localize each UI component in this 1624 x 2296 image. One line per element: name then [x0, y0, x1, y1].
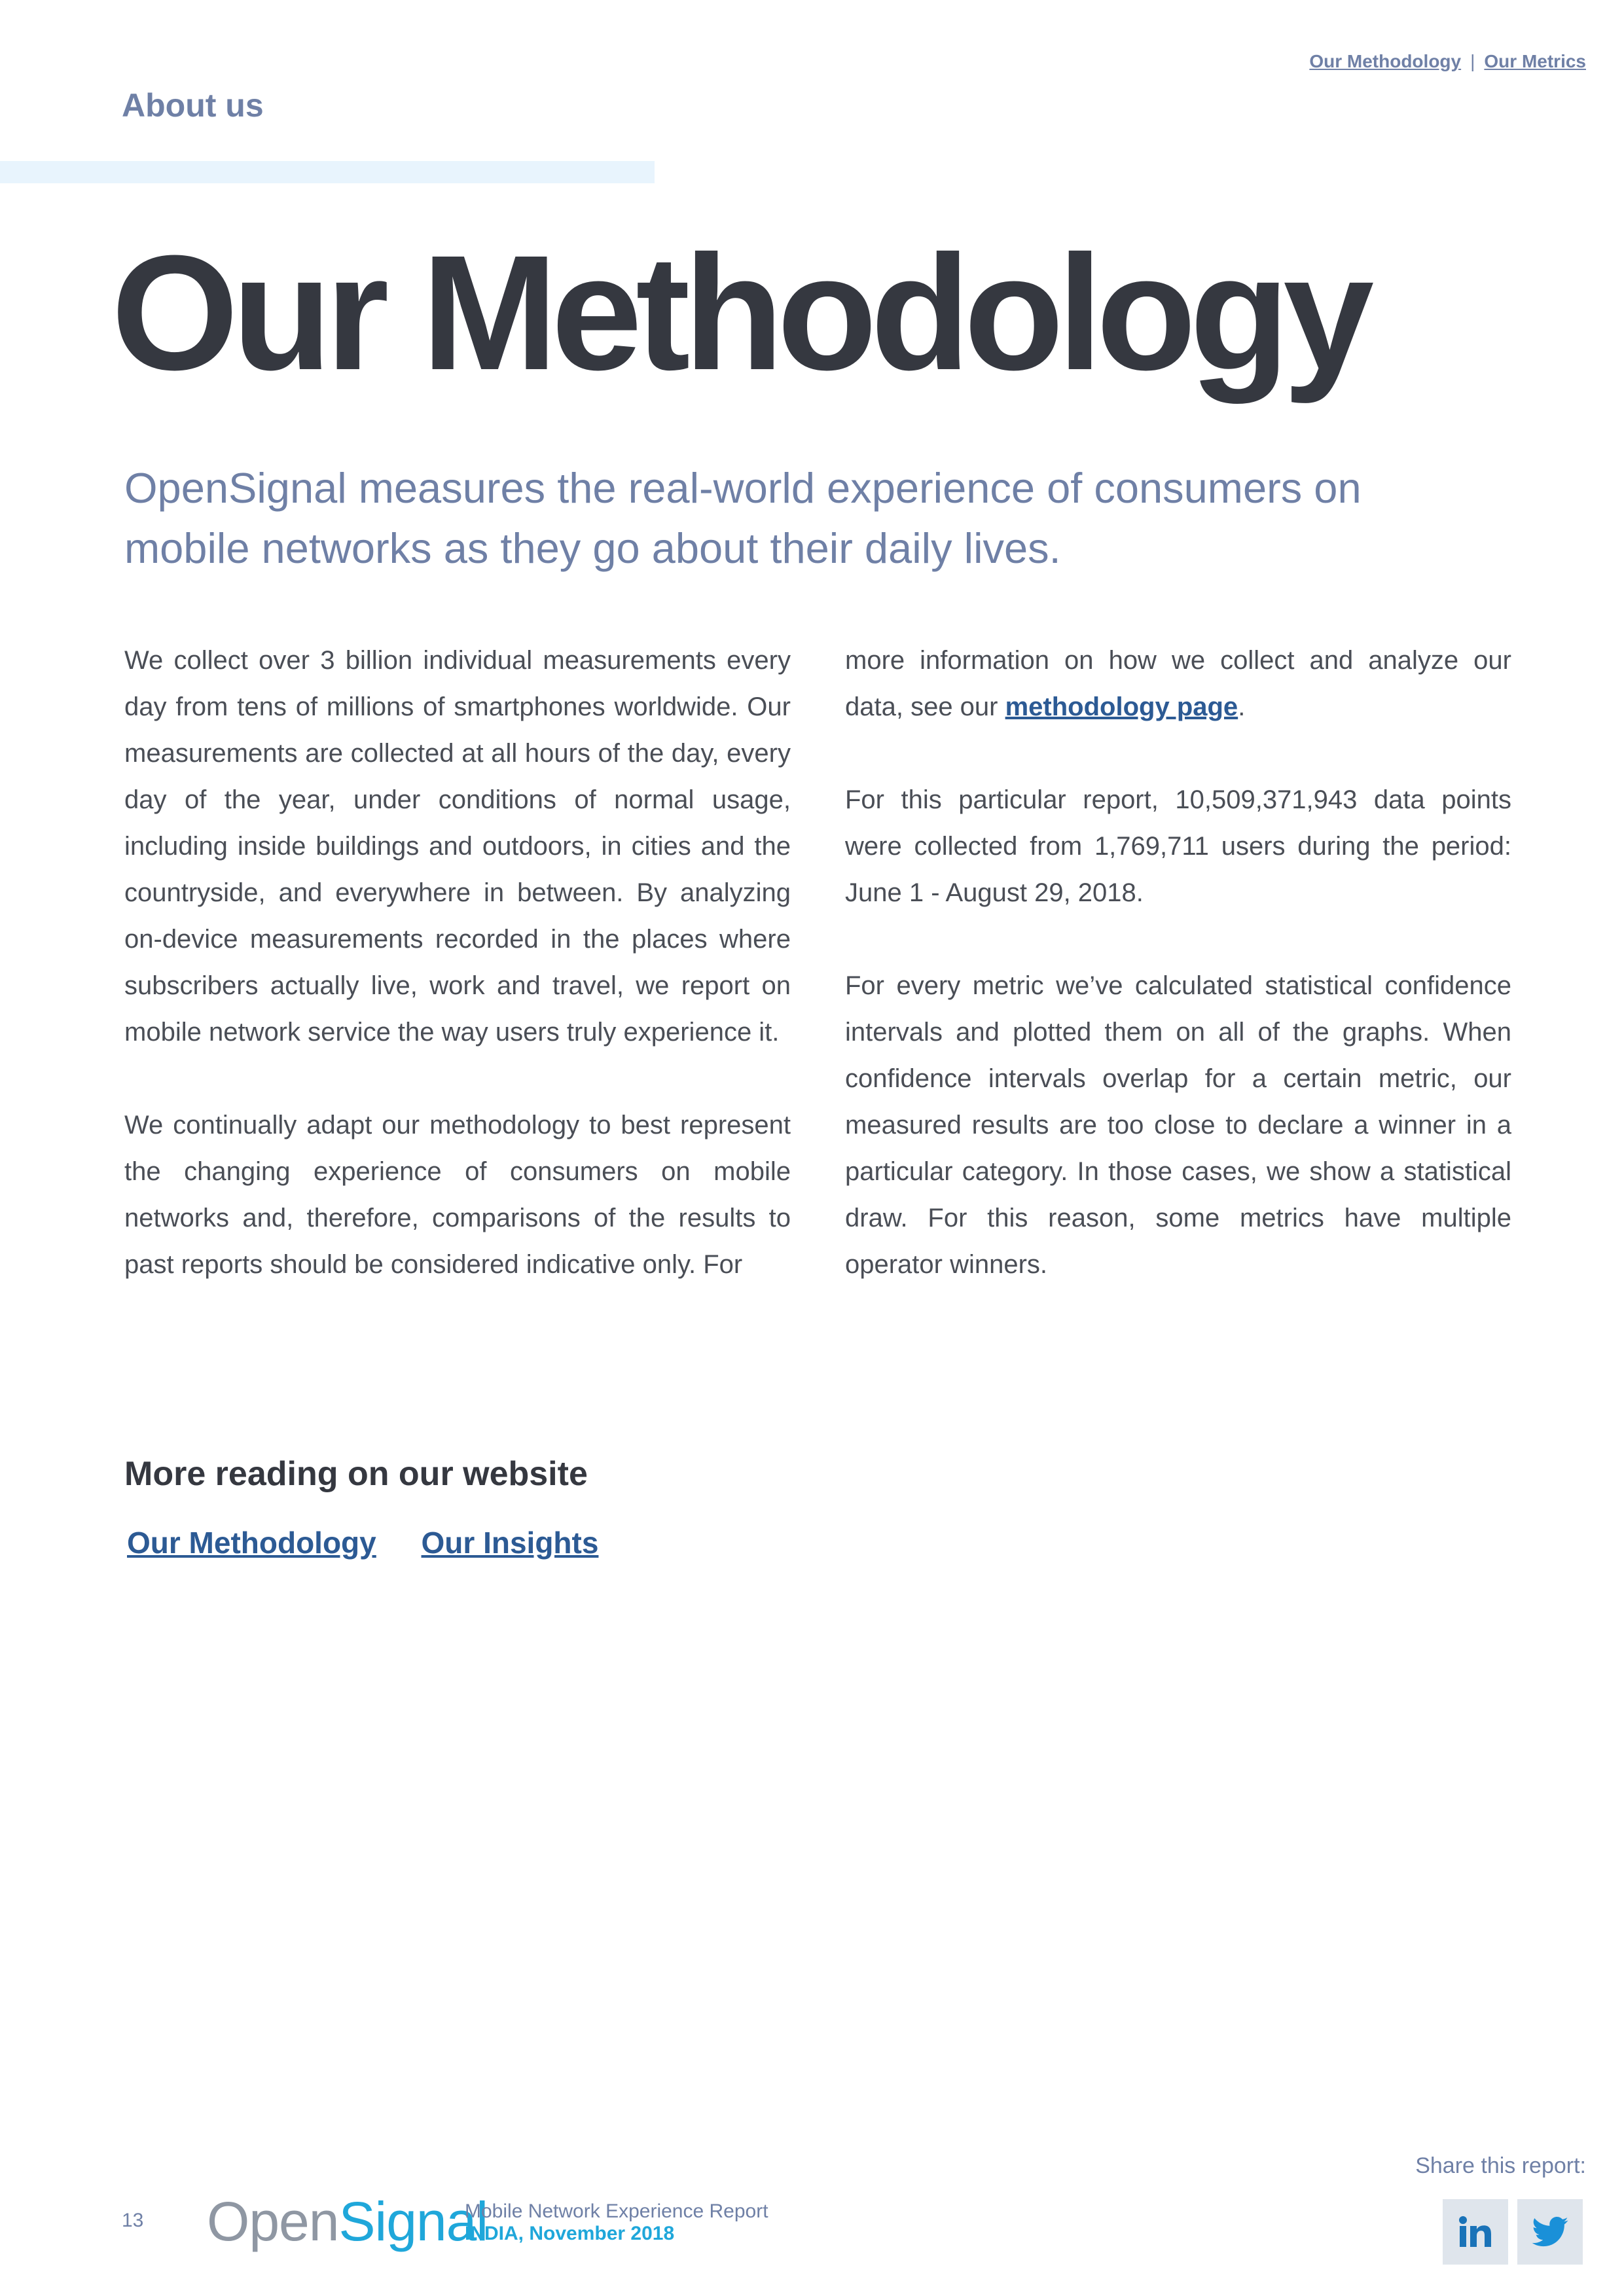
- more-reading-links: [127, 1525, 635, 1560]
- linkedin-icon: [1458, 2215, 1492, 2248]
- body-paragraph: We collect over 3 billion individual measurements every day from tens of millions of smartphones worldwide. Our measurements are collected at all hours of the day, every day of the year, under conditions of normal usage, including inside buildings and outdoors, in cities and the countryside, and everywhere in between. By analyzing on-device measurements recorded in the places where subscribers actually live, work and travel, we report on mobile network service the way users truly experience it.: [124, 646, 791, 1047]
- nav-separator: |: [1470, 51, 1475, 71]
- our-insights-link[interactable]: Our Insights: [421, 1526, 599, 1560]
- body-column-right: [845, 637, 1511, 1335]
- body-paragraph: For every metric we’ve calculated statistical confidence intervals and plotted them on all of the graphs. When confidence intervals overlap for a certain metric, our measured results are too close to declare a winner in a particular category. In those cases, we show a statistical draw. For this reason, some metrics have multiple operator winners.: [845, 971, 1511, 1279]
- our-methodology-link[interactable]: Our Methodology: [127, 1526, 376, 1560]
- page-title: Our Methodology: [111, 221, 1368, 404]
- opensignal-logo: [207, 2190, 488, 2253]
- body-text: .: [1238, 692, 1246, 721]
- logo-text: Open: [207, 2191, 339, 2252]
- logo-text-accent: Signal: [338, 2191, 488, 2252]
- methodology-page-link[interactable]: methodology page: [1005, 692, 1238, 721]
- accent-bar: [0, 161, 655, 183]
- share-label: Share this report:: [1415, 2153, 1586, 2178]
- twitter-icon: [1532, 2217, 1568, 2247]
- body-text: more information on how we collect and analyze our data, see our: [845, 646, 1511, 721]
- top-navigation: [1309, 51, 1586, 72]
- report-subtitle: INDIA, November 2018: [465, 2223, 675, 2244]
- nav-link-our-metrics[interactable]: Our Metrics: [1484, 51, 1586, 71]
- twitter-share-button[interactable]: [1517, 2199, 1583, 2265]
- more-reading-heading: More reading on our website: [124, 1455, 588, 1493]
- lead-paragraph: OpenSignal measures the real-world experience of consumers on mobile networks as they go about their daily lives.: [124, 464, 1362, 572]
- nav-link-our-methodology[interactable]: Our Methodology: [1309, 51, 1462, 71]
- body-column-left: [124, 637, 791, 1335]
- page-number: 13: [122, 2210, 144, 2231]
- body-paragraph: For this particular report, 10,509,371,943 data points were collected from 1,769,711 users during the period: June 1 - August 29, 2018.: [845, 785, 1511, 907]
- linkedin-share-button[interactable]: [1443, 2199, 1508, 2265]
- section-label: About us: [122, 87, 264, 124]
- body-paragraph: We continually adapt our methodology to best represent the changing experience of consumers on mobile networks and, therefore, comparisons of the results to past reports should be considered indicative only. For: [124, 1111, 791, 1279]
- report-name: Mobile Network Experience Report: [465, 2200, 768, 2222]
- body-paragraph: [845, 637, 1511, 730]
